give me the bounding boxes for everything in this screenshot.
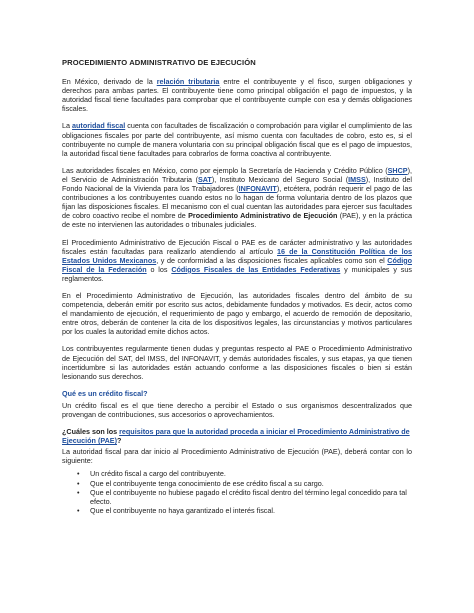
link-shcp[interactable]: SHCP	[387, 165, 408, 175]
list-item: • Que el contribuyente no haya garantizado el interés fiscal.	[90, 506, 412, 515]
paragraph-autoridades-fiscales	[62, 166, 412, 230]
paragraph-pae-caracter	[62, 238, 412, 283]
link-requisitos-pae[interactable]: requisitos para que la autoridad proceda a iniciar el Procedimiento Administrativo de Ejecución (PAE)	[62, 427, 410, 446]
link-infonavit[interactable]: INFONAVIT	[238, 184, 277, 194]
text-run: Las autoridades fiscales en México, como por ejemplo la Secretaría de Hacienda y Crédito Público (	[62, 165, 388, 175]
paragraph-credito-fiscal: Un crédito fiscal es el que tiene derecho a percibir el Estado o sus organismos descentralizados que provengan de contribuciones, sus accesorios o aprovechamientos.	[62, 400, 412, 419]
text-run: (PAE), y en la práctica de este no intervienen las autoridades o tribunales judiciales.	[62, 211, 412, 230]
text-run: ¿Cuáles son los	[62, 427, 120, 437]
text-run: ), Instituto del Fondo Nacional de la Vivienda para los Trabajadores (	[62, 174, 412, 194]
text-run: cuenta con facultades de fiscalización o comprobación para vigilar el cumplimiento de las obligaciones fiscales por parte del contribuyente, así mismo cuenta con facultades de cobro, esto es, si el contribuyente no cumple de manera voluntaria con su principal obligación fiscal que es el pago de impuestos, la autoridad fiscal tiene facultades para cobrarlos de forma coactiva al contribuyente.	[62, 121, 412, 158]
bold-pae-term: Procedimiento Administrativo de Ejecución	[188, 211, 338, 221]
list-item: • Que el contribuyente no hubiese pagado el crédito fiscal dentro del término legal concedido para tal efecto.	[90, 488, 412, 506]
paragraph-relacion-tributaria	[62, 77, 412, 113]
link-codigos-fiscales-entidades[interactable]: Códigos Fiscales de las Entidades Federativas	[171, 264, 341, 274]
link-autoridad-fiscal[interactable]: autoridad fiscal	[72, 121, 126, 131]
text-run: ), el Servicio de Administración Tributaria (	[62, 165, 412, 184]
text-run: La	[62, 121, 73, 131]
text-run: y municipales y sus reglamentos.	[62, 264, 412, 283]
text-run: En México, derivado de la	[62, 77, 157, 87]
link-codigo-fiscal-federacion[interactable]: Código Fiscal de la Federación	[62, 255, 412, 274]
section-heading-credito-fiscal: Qué es un crédito fiscal?	[62, 388, 148, 398]
paragraph-dudas-contribuyentes: Los contribuyentes regularmente tienen dudas y preguntas respecto al PAE o Procedimiento Administrativo de Ejecución del SAT, del IMSS, del INFONAVIT, y demás autoridades fiscales, y sus etapas, ya que tienen incertidumbre si las autoridades están actuando conforme a las disposiciones fiscales o bien si están lesionando sus derechos.	[62, 344, 412, 381]
text-run: ?	[116, 436, 122, 446]
paragraph-actos-escritos: En el Procedimiento Administrativo de Ejecución, las autoridades fiscales dentro del ámbito de su competencia, deberán emitir por escrito sus actos, debidamente fundados y motivados. Es decir, actos como el mandamiento de ejecución, el requerimiento de pago y embargo, el acuerdo de remoción de depositario, entre otros, deberán de contener la cita de los dispositivos legales, las circunstancias y motivos particulares por los cuales la autoridad emite dichos actos.	[62, 290, 412, 337]
text-run: El Procedimiento Administrativo de Ejecución Fiscal o PAE es de carácter administrativo y las autoridades fiscales están facultadas para realizarlo atendiendo al artículo	[62, 237, 412, 256]
text-run: entre el contribuyente y el fisco, surgen obligaciones y derechos para ambas partes. El contribuyente tiene como principal obligación el pago de impuestos, y la autoridad fiscal tiene facultades para comprobar que el contribuyente cumple con esa y demás obligaciones fiscales.	[62, 77, 412, 114]
text-run: o los	[146, 264, 172, 274]
link-imss[interactable]: IMSS	[348, 174, 366, 184]
link-constitucion[interactable]: 16 de la Constitución Política de los Estados Unidos Mexicanos	[62, 246, 412, 265]
paragraph-autoridad-fiscal	[62, 121, 412, 157]
question-requisitos	[62, 427, 412, 445]
list-item: • Que el contribuyente tenga conocimiento de ese crédito fiscal a su cargo.	[90, 479, 412, 488]
list-item: • Un crédito fiscal a cargo del contribuyente.	[90, 469, 412, 478]
document-title: PROCEDIMIENTO ADMINISTRATIVO DE EJECUCIÓN	[62, 58, 256, 67]
text-run: , y de conformidad a las disposiciones fiscales aplicables como son el	[156, 255, 388, 265]
link-sat[interactable]: SAT	[197, 174, 212, 184]
link-relacion-tributaria[interactable]: relación tributaria	[156, 77, 220, 87]
text-run: ), Instituto Mexicano del Seguro Social (	[211, 174, 349, 184]
text-run: ), etcétera, podrán requerir el pago de las contribuciones a los contribuyentes cuando estos no lo hagan de forma voluntaria dentro de los plazos que fijan las disposiciones fiscales. El mecanismo con el cual cuentan las autoridades para ejercer sus facultades de cobro coactivo recibe el nombre de	[62, 184, 413, 221]
requirements-list	[62, 469, 412, 514]
paragraph-inicio-pae: La autoridad fiscal para dar inicio al Procedimiento Administrativo de Ejecución (PAE), deberá contar con lo siguiente:	[62, 447, 412, 466]
